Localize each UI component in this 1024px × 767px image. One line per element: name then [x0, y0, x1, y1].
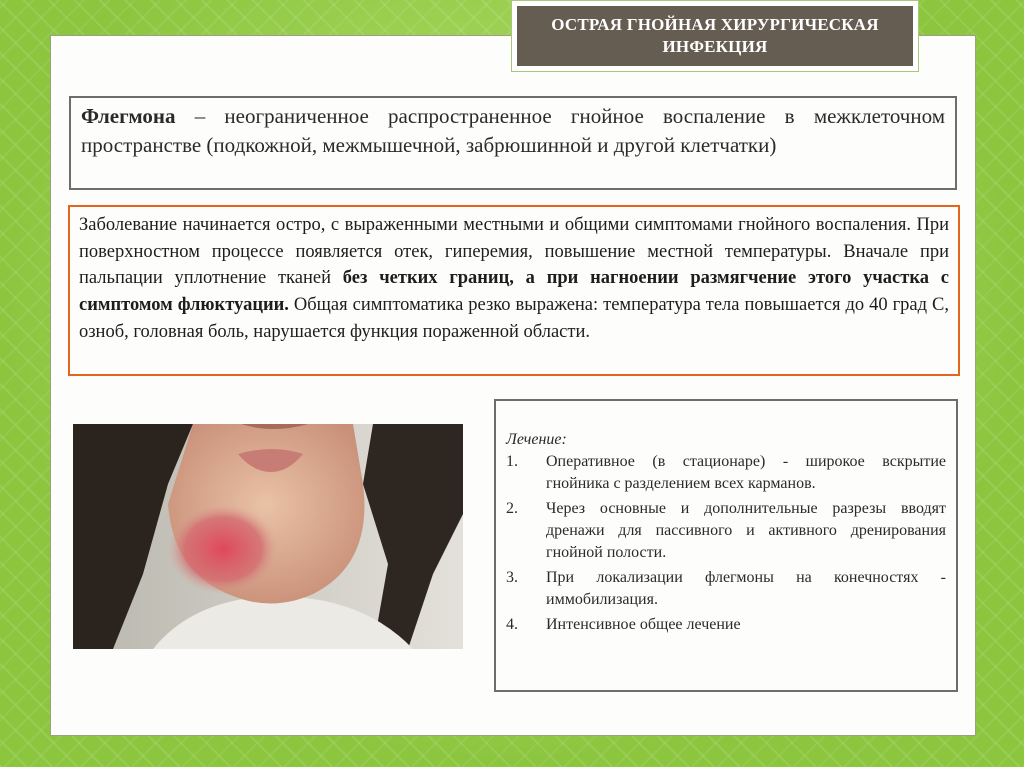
treatment-box — [494, 399, 958, 692]
symptoms-text-1: Заболевание начинается остро, с выраженными местными и общими симптомами гнойного воспаления. При поверхностном процессе появляется отек, гиперемия, повышение местной температуры. Вначале при пальпации уплотнение тканей — [79, 215, 949, 289]
definition-text: – неограниченное распространенное гнойное воспаление в межклеточном пространстве (подкожной, межмышечной, забрюшинной и другой клетчатки) — [81, 104, 945, 157]
treatment-heading: Лечение: — [506, 431, 567, 448]
patient-photo — [73, 424, 463, 649]
treatment-item — [506, 567, 946, 611]
treatment-item — [506, 451, 946, 495]
title-banner — [511, 0, 919, 72]
treatment-item-number: 3. — [506, 569, 518, 586]
treatment-item — [506, 614, 946, 636]
definition-box — [69, 96, 957, 190]
treatment-item-text: Через основные и дополнительные разрезы вводят дренажи для пассивного и активного дренирования гнойной полости. — [546, 500, 946, 561]
title-line-1: ОСТРАЯ ГНОЙНАЯ ХИРУРГИЧЕСКАЯ — [551, 15, 879, 34]
definition-term: Флегмона — [81, 104, 176, 128]
treatment-item — [506, 498, 946, 564]
treatment-list — [506, 451, 946, 636]
treatment-item-text: Интенсивное общее лечение — [546, 616, 741, 633]
treatment-item-text: При локализации флегмоны на конечностях - иммобилизация. — [546, 569, 946, 608]
patient-photo-illustration — [73, 424, 463, 649]
treatment-item-number: 4. — [506, 616, 518, 633]
symptoms-text-2: Общая симптоматика резко выражена: температура тела повышается до 40 град С, озноб, головная боль, нарушается функция пораженной области. — [79, 295, 949, 342]
treatment-item-text: Оперативное (в стационаре) - широкое вскрытие гнойника с разделением всех карманов. — [546, 453, 946, 492]
treatment-item-number: 2. — [506, 500, 518, 517]
title-line-2: ИНФЕКЦИЯ — [662, 37, 768, 56]
symptoms-bold-text: без четких границ, а при нагноении размягчение этого участка с симптомом флюктуации. — [79, 268, 949, 316]
symptoms-box — [68, 205, 960, 376]
treatment-item-number: 1. — [506, 453, 518, 470]
slide-title — [517, 6, 913, 66]
